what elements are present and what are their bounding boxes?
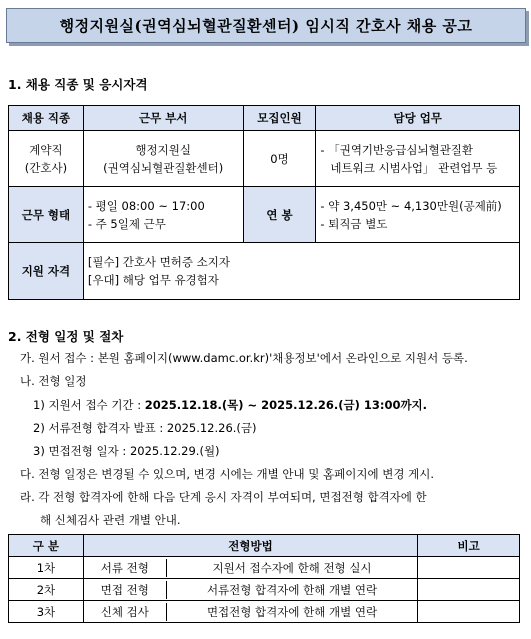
- qualification-label: 지원 자격: [9, 243, 84, 300]
- salary-cell: - 약 3,450만 ~ 4,130만원(공제前) - 퇴직금 별도: [316, 187, 520, 243]
- schedule-2: 2) 서류전형 합격자 발표 : 2025.12.26.(금): [33, 421, 257, 435]
- header-note: 비고: [418, 535, 520, 557]
- table-row: 3차 신체 검사 면접전형 합격자에 한해 개별 연락: [9, 601, 520, 623]
- table-row: 2차 면접 전형 서류전형 합격자에 한해 개별 연락: [9, 579, 520, 601]
- header-stage: 구 분: [9, 535, 84, 557]
- header-duty: 담당 업무: [316, 106, 520, 131]
- step-a: 가. 원서 접수 : 본원 홈페이지(www.damc.or.kr)'채용정보'에서 온라인으로 지원서 등록.: [20, 351, 468, 365]
- schedule-1: 1) 지원서 접수 기간 : 2025.12.18.(목) ~ 2025.12.26.(금) 13:00까지.: [33, 398, 428, 412]
- step-c: 다. 전형 일정은 변경될 수 있으며, 변경 시에는 개별 안내 및 홈페이지에 변경 게시.: [20, 467, 434, 481]
- work-type-label: 근무 형태: [9, 187, 84, 243]
- header-method: 전형방법: [83, 535, 417, 557]
- table-row: 1차 서류 전형 지원서 접수자에 한해 전형 실시: [9, 557, 520, 579]
- schedule-3: 3) 면접전형 일자 : 2025.12.29.(월): [33, 444, 220, 458]
- count-cell: 0명: [243, 131, 316, 187]
- selection-table: [8, 534, 520, 623]
- qualification-cell: [필수] 간호사 면허증 소지자 [우대] 해당 업무 유경험자: [83, 243, 519, 300]
- recruitment-table: [8, 105, 520, 300]
- notice-title: 행정지원실(권역심뇌혈관질환센터) 임시직 간호사 채용 공고: [6, 8, 526, 43]
- step-d-line2: 해 신체검사 관련 개별 안내.: [40, 513, 181, 527]
- step-b: 나. 전형 일정: [20, 374, 87, 388]
- header-job: 채용 직종: [9, 106, 84, 131]
- salary-label: 연 봉: [243, 187, 316, 243]
- header-count: 모집인원: [243, 106, 316, 131]
- duty-cell: - 「권역기반응급심뇌혈관질환 네트워크 시범사업」 관련업무 등: [316, 131, 520, 187]
- section2-heading: 2. 전형 일정 및 절차: [8, 329, 124, 344]
- application-period: 2025.12.18.(목) ~ 2025.12.26.(금) 13:00까지.: [144, 398, 428, 412]
- job-cell: 계약직 (간호사): [9, 131, 84, 187]
- dept-cell: 행정지원실 (권역심뇌혈관질환센터): [83, 131, 243, 187]
- header-dept: 근무 부서: [83, 106, 243, 131]
- section1-heading: 1. 채용 직종 및 응시자격: [8, 77, 148, 92]
- step-d-line1: 라. 각 전형 합격자에 한해 다음 단계 응시 자격이 부여되며, 면접전형 합격자에 한: [20, 490, 427, 504]
- work-type-cell: - 평일 08:00 ~ 17:00 - 주 5일제 근무: [83, 187, 243, 243]
